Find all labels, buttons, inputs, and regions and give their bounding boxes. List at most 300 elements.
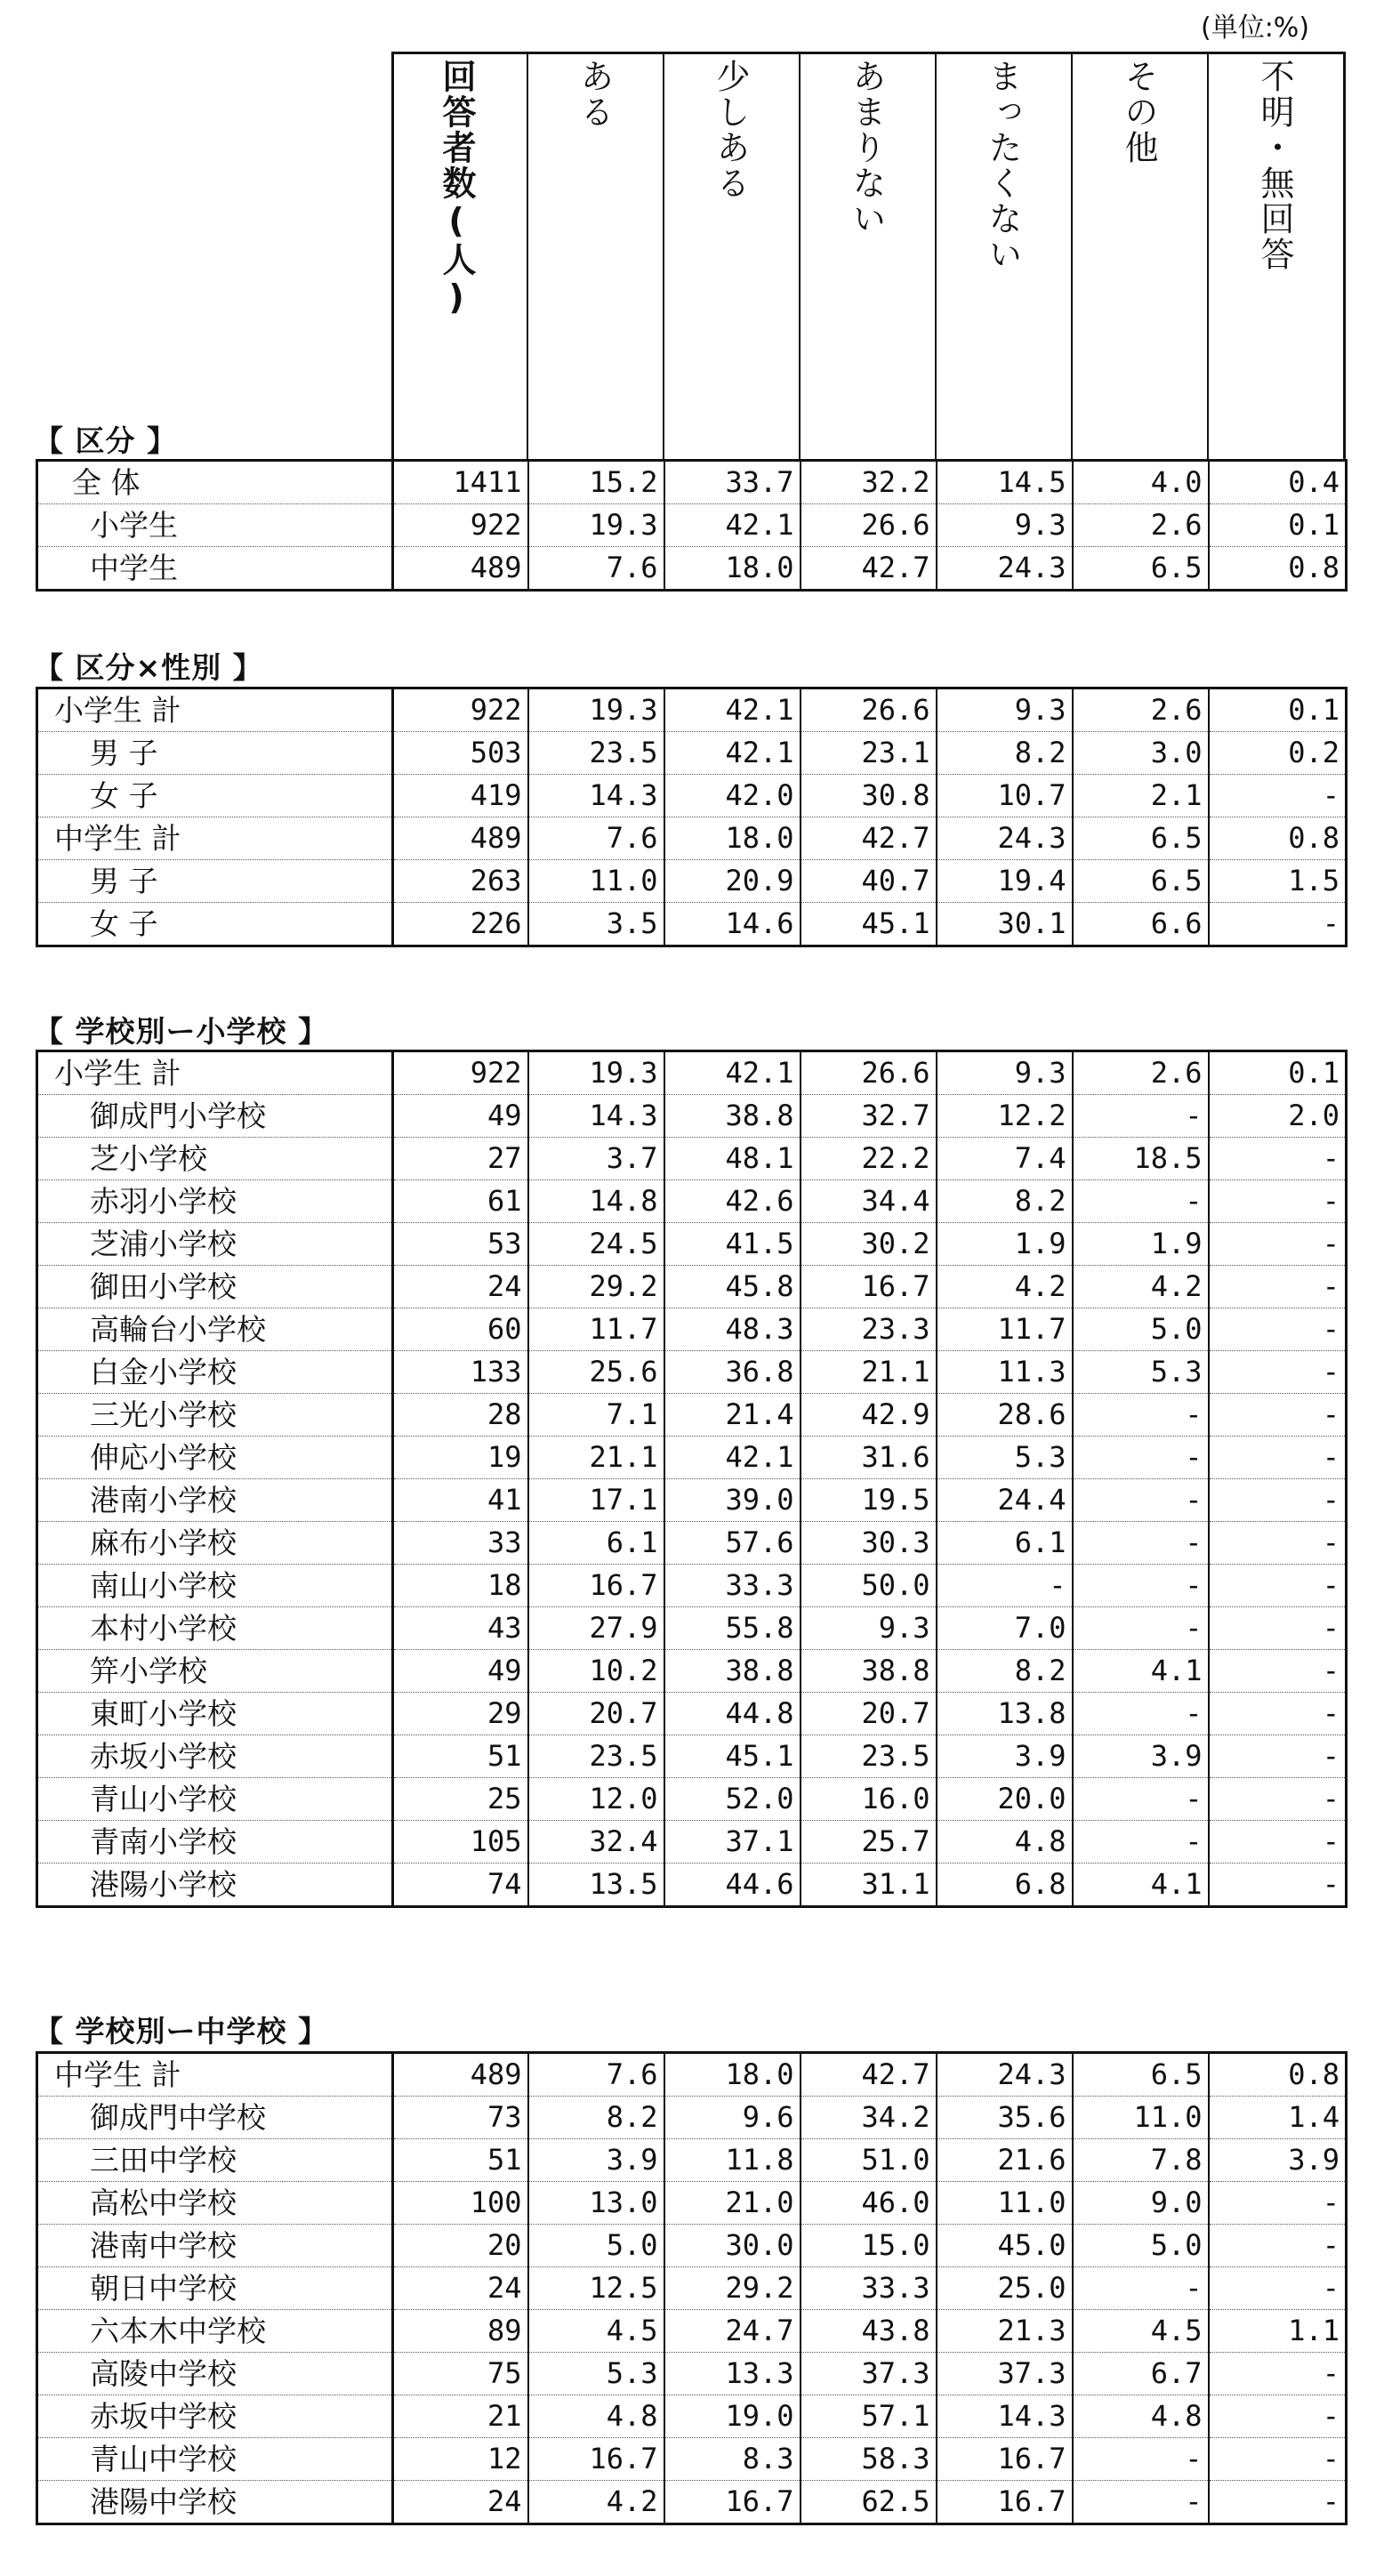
cell-yes: 21.1 [528,1437,664,1479]
cell-other: 6.5 [1073,817,1209,860]
cell-somewhat: 48.3 [664,1308,801,1351]
cell-other: 2.1 [1073,775,1209,817]
row-label: 御成門中学校 [37,2097,393,2139]
table-row [37,2395,1347,2438]
cell-not-at-all: 14.3 [937,2395,1073,2438]
table-row [37,2225,1347,2267]
cell-unknown: - [1209,2395,1347,2438]
section-title: 【 学校別ー小学校 】 [34,1014,328,1049]
cell-somewhat: 42.6 [664,1180,801,1223]
cell-yes: 23.5 [528,1735,664,1778]
cell-not-much: 32.7 [801,1095,937,1138]
cell-unknown: - [1209,1308,1347,1351]
cell-respondents: 28 [393,1394,528,1437]
cell-yes: 19.3 [528,1051,664,1095]
cell-unknown: - [1209,1735,1347,1778]
cell-somewhat: 13.3 [664,2353,801,2395]
row-label: 青南小学校 [37,1821,393,1864]
row-label: 麻布小学校 [37,1522,393,1565]
cell-unknown: 3.9 [1209,2139,1347,2182]
table-row [37,2481,1347,2524]
cell-not-much: 26.6 [801,688,937,732]
table-row [37,1821,1347,1864]
cell-somewhat: 44.6 [664,1864,801,1907]
row-label: 高輪台小学校 [37,1308,393,1351]
cell-somewhat: 30.0 [664,2225,801,2267]
cell-yes: 13.0 [528,2182,664,2225]
cell-not-much: 40.7 [801,860,937,903]
table-row [37,1394,1347,1437]
cell-not-at-all: 14.5 [937,461,1073,504]
cell-unknown: - [1209,775,1347,817]
cell-unknown: - [1209,1394,1347,1437]
cell-not-at-all: 24.4 [937,1479,1073,1522]
row-label: 港南中学校 [37,2225,393,2267]
table-row [37,1308,1347,1351]
cell-respondents: 74 [393,1864,528,1907]
cell-respondents: 27 [393,1138,528,1180]
table-row [37,860,1347,903]
cell-unknown: 0.4 [1209,461,1347,504]
cell-not-much: 31.1 [801,1864,937,1907]
cell-yes: 12.5 [528,2267,664,2310]
cell-other: 11.0 [1073,2097,1209,2139]
cell-other: - [1073,1693,1209,1735]
row-label: 中学生 計 [37,2053,393,2097]
cell-not-at-all: 5.3 [937,1437,1073,1479]
cell-other: 5.0 [1073,1308,1209,1351]
cell-not-at-all: 16.7 [937,2438,1073,2481]
cell-not-at-all: 16.7 [937,2481,1073,2524]
cell-respondents: 41 [393,1479,528,1522]
cell-somewhat: 24.7 [664,2310,801,2353]
table-row [37,2438,1347,2481]
cell-somewhat: 36.8 [664,1351,801,1394]
cell-other: 9.0 [1073,2182,1209,2225]
table-row [37,1864,1347,1907]
cell-respondents: 29 [393,1693,528,1735]
cell-not-at-all: 9.3 [937,504,1073,547]
cell-unknown: - [1209,1479,1347,1522]
cell-yes: 12.0 [528,1778,664,1821]
cell-yes: 11.0 [528,860,664,903]
cell-unknown: - [1209,2267,1347,2310]
row-label: 女 子 [37,775,393,817]
cell-unknown: - [1209,1522,1347,1565]
row-label: 三田中学校 [37,2139,393,2182]
cell-yes: 5.0 [528,2225,664,2267]
cell-not-much: 46.0 [801,2182,937,2225]
cell-not-at-all: 8.2 [937,1650,1073,1693]
table-row [37,732,1347,775]
row-label: 芝小学校 [37,1138,393,1180]
cell-somewhat: 42.1 [664,1437,801,1479]
cell-other: 18.5 [1073,1138,1209,1180]
table-row [37,2310,1347,2353]
cell-unknown: - [1209,1650,1347,1693]
cell-not-at-all: 6.1 [937,1522,1073,1565]
cell-other: - [1073,1565,1209,1607]
column-header [0,52,1392,459]
cell-not-at-all: 11.3 [937,1351,1073,1394]
table-row [37,775,1347,817]
cell-unknown: - [1209,1223,1347,1266]
cell-other: 6.5 [1073,547,1209,591]
cell-somewhat: 8.3 [664,2438,801,2481]
cell-other: - [1073,1095,1209,1138]
cell-respondents: 49 [393,1650,528,1693]
cell-not-at-all: 12.2 [937,1095,1073,1138]
cell-unknown: 0.8 [1209,2053,1347,2097]
cell-not-much: 23.5 [801,1735,937,1778]
table-row [37,1693,1347,1735]
cell-not-at-all: 3.9 [937,1735,1073,1778]
cell-somewhat: 18.0 [664,817,801,860]
cell-respondents: 20 [393,2225,528,2267]
cell-somewhat: 42.1 [664,688,801,732]
cell-yes: 3.7 [528,1138,664,1180]
table-row [37,1266,1347,1308]
cell-not-much: 23.3 [801,1308,937,1351]
cell-yes: 3.9 [528,2139,664,2182]
cell-somewhat: 19.0 [664,2395,801,2438]
cell-not-much: 62.5 [801,2481,937,2524]
cell-yes: 16.7 [528,1565,664,1607]
cell-somewhat: 38.8 [664,1095,801,1138]
cell-somewhat: 42.1 [664,732,801,775]
table-row [37,461,1347,504]
cell-not-much: 42.7 [801,547,937,591]
cell-not-much: 34.2 [801,2097,937,2139]
cell-other: - [1073,1180,1209,1223]
cell-respondents: 51 [393,1735,528,1778]
cell-respondents: 133 [393,1351,528,1394]
cell-yes: 23.5 [528,732,664,775]
cell-other: 2.6 [1073,1051,1209,1095]
table-row [37,2353,1347,2395]
cell-respondents: 489 [393,817,528,860]
cell-unknown: 1.5 [1209,860,1347,903]
cell-not-at-all: 25.0 [937,2267,1073,2310]
cell-unknown: - [1209,1437,1347,1479]
cell-yes: 11.7 [528,1308,664,1351]
cell-not-much: 57.1 [801,2395,937,2438]
cell-somewhat: 18.0 [664,2053,801,2097]
cell-respondents: 24 [393,2267,528,2310]
cell-other: - [1073,1394,1209,1437]
cell-not-at-all: 9.3 [937,1051,1073,1095]
cell-respondents: 922 [393,1051,528,1095]
cell-unknown: 0.8 [1209,547,1347,591]
section-title: 【 学校別ー中学校 】 [34,2014,328,2049]
cell-not-at-all: 7.4 [937,1138,1073,1180]
cell-yes: 7.1 [528,1394,664,1437]
row-label: 赤坂小学校 [37,1735,393,1778]
cell-somewhat: 14.6 [664,903,801,946]
cell-somewhat: 44.8 [664,1693,801,1735]
cell-somewhat: 16.7 [664,2481,801,2524]
col-header-not-at-all: まったくない [983,59,1022,272]
cell-somewhat: 33.7 [664,461,801,504]
table-row [37,903,1347,946]
cell-not-much: 16.0 [801,1778,937,1821]
row-label: 本村小学校 [37,1607,393,1650]
cell-unknown: 0.1 [1209,504,1347,547]
cell-other: - [1073,1437,1209,1479]
cell-other: 5.3 [1073,1351,1209,1394]
cell-respondents: 100 [393,2182,528,2225]
table-row [37,1565,1347,1607]
cell-somewhat: 41.5 [664,1223,801,1266]
cell-other: - [1073,2267,1209,2310]
cell-respondents: 61 [393,1180,528,1223]
row-label: 伸応小学校 [37,1437,393,1479]
cell-unknown: - [1209,1821,1347,1864]
cell-yes: 7.6 [528,547,664,591]
cell-not-at-all: 35.6 [937,2097,1073,2139]
cell-not-at-all: 11.0 [937,2182,1073,2225]
cell-not-at-all: 21.3 [937,2310,1073,2353]
cell-not-much: 42.7 [801,2053,937,2097]
row-label: 白金小学校 [37,1351,393,1394]
row-label: 芝浦小学校 [37,1223,393,1266]
table-section-category-gender [36,687,1348,947]
cell-unknown: - [1209,2353,1347,2395]
cell-not-much: 34.4 [801,1180,937,1223]
cell-not-at-all: 10.7 [937,775,1073,817]
cell-somewhat: 11.8 [664,2139,801,2182]
cell-respondents: 24 [393,1266,528,1308]
cell-other: 4.0 [1073,461,1209,504]
cell-unknown: 2.0 [1209,1095,1347,1138]
cell-respondents: 12 [393,2438,528,2481]
row-label: 三光小学校 [37,1394,393,1437]
row-label: 小学生 計 [37,688,393,732]
cell-yes: 4.5 [528,2310,664,2353]
table-row [37,1138,1347,1180]
table-row [37,2053,1347,2097]
cell-unknown: - [1209,2438,1347,2481]
cell-respondents: 49 [393,1095,528,1138]
cell-yes: 20.7 [528,1693,664,1735]
cell-somewhat: 21.4 [664,1394,801,1437]
table-row [37,2267,1347,2310]
cell-unknown: - [1209,2481,1347,2524]
cell-unknown: - [1209,1778,1347,1821]
cell-yes: 29.2 [528,1266,664,1308]
cell-yes: 24.5 [528,1223,664,1266]
cell-unknown: - [1209,903,1347,946]
cell-respondents: 226 [393,903,528,946]
cell-respondents: 1411 [393,461,528,504]
cell-other: - [1073,1479,1209,1522]
cell-other: 6.7 [1073,2353,1209,2395]
cell-unknown: 1.4 [1209,2097,1347,2139]
table-row [37,1607,1347,1650]
cell-other: - [1073,1821,1209,1864]
cell-respondents: 922 [393,504,528,547]
row-label: 港陽中学校 [90,2484,237,2519]
cell-not-at-all: 8.2 [937,732,1073,775]
row-label: 東町小学校 [37,1693,393,1735]
cell-somewhat: 37.1 [664,1821,801,1864]
row-label: 御田小学校 [37,1266,393,1308]
cell-other: 1.9 [1073,1223,1209,1266]
cell-respondents: 21 [393,2395,528,2438]
cell-not-at-all: 7.0 [937,1607,1073,1650]
row-label: 男 子 [37,860,393,903]
row-label: 小学生 [37,504,393,547]
cell-respondents: 43 [393,1607,528,1650]
table-row [37,1351,1347,1394]
cell-unknown: - [1209,1351,1347,1394]
cell-not-much: 30.3 [801,1522,937,1565]
cell-yes: 4.8 [528,2395,664,2438]
cell-other: 3.0 [1073,732,1209,775]
cell-other: 3.9 [1073,1735,1209,1778]
cell-not-much: 43.8 [801,2310,937,2353]
cell-not-at-all: 30.1 [937,903,1073,946]
cell-unknown: - [1209,1864,1347,1907]
cell-other: 7.8 [1073,2139,1209,2182]
cell-somewhat: 20.9 [664,860,801,903]
cell-unknown: 1.1 [1209,2310,1347,2353]
cell-not-much: 51.0 [801,2139,937,2182]
row-label: 笄小学校 [37,1650,393,1693]
cell-not-at-all: 6.8 [937,1864,1073,1907]
row-label: 男 子 [37,732,393,775]
cell-not-at-all: 8.2 [937,1180,1073,1223]
table-row [37,504,1347,547]
cell-unknown: 0.2 [1209,732,1347,775]
cell-unknown: 0.1 [1209,688,1347,732]
table-row [37,1735,1347,1778]
cell-somewhat: 55.8 [664,1607,801,1650]
cell-other: 6.6 [1073,903,1209,946]
table-row [37,688,1347,732]
row-label: 青山中学校 [37,2438,393,2481]
cell-not-at-all: 37.3 [937,2353,1073,2395]
cell-not-at-all: 13.8 [937,1693,1073,1735]
table-section-category [36,459,1348,592]
cell-other: 4.1 [1073,1864,1209,1907]
col-header-other: その他 [1119,59,1158,165]
cell-respondents: 105 [393,1821,528,1864]
cell-not-much: 19.5 [801,1479,937,1522]
table-section-elementary-schools [36,1050,1348,1908]
table-row [37,1437,1347,1479]
cell-yes: 19.3 [528,504,664,547]
cell-other: 2.6 [1073,504,1209,547]
cell-other: 4.2 [1073,1266,1209,1308]
cell-not-much: 25.7 [801,1821,937,1864]
table-row [37,1479,1347,1522]
table-row [37,547,1347,591]
row-label: 南山小学校 [37,1565,393,1607]
cell-respondents: 18 [393,1565,528,1607]
cell-respondents: 24 [393,2481,528,2524]
cell-somewhat: 33.3 [664,1565,801,1607]
cell-not-much: 50.0 [801,1565,937,1607]
cell-not-much: 42.9 [801,1394,937,1437]
cell-yes: 14.3 [528,1095,664,1138]
cell-not-at-all: 9.3 [937,688,1073,732]
cell-other: 6.5 [1073,2053,1209,2097]
cell-not-much: 20.7 [801,1693,937,1735]
cell-other: 4.1 [1073,1650,1209,1693]
cell-somewhat: 57.6 [664,1522,801,1565]
cell-unknown: - [1209,2225,1347,2267]
section-title: 【 区分×性別 】 [34,650,263,685]
unit-label: (単位:%) [1201,12,1310,44]
cell-not-at-all: 45.0 [937,2225,1073,2267]
row-label: 中学生 計 [37,817,393,860]
table-row [37,2139,1347,2182]
cell-somewhat: 42.1 [664,1051,801,1095]
cell-respondents: 73 [393,2097,528,2139]
cell-somewhat: 39.0 [664,1479,801,1522]
cell-not-much: 15.0 [801,2225,937,2267]
cell-unknown: - [1209,1607,1347,1650]
col-header-somewhat: 少しある [711,59,750,201]
row-label: 赤坂中学校 [37,2395,393,2438]
table-row [37,817,1347,860]
row-label: 港南小学校 [37,1479,393,1522]
cell-respondents: 922 [393,688,528,732]
cell-not-much: 33.3 [801,2267,937,2310]
table-row [37,1095,1347,1138]
cell-somewhat: 45.8 [664,1266,801,1308]
cell-not-much: 32.2 [801,461,937,504]
cell-respondents: 60 [393,1308,528,1351]
cell-not-at-all: 11.7 [937,1308,1073,1351]
cell-not-at-all: 1.9 [937,1223,1073,1266]
cell-respondents: 75 [393,2353,528,2395]
cell-yes: 4.2 [528,2481,664,2524]
cell-somewhat: 42.0 [664,775,801,817]
table-section-junior-high-schools [36,2051,1348,2525]
cell-other: - [1073,2438,1209,2481]
row-label: 小学生 計 [37,1051,393,1095]
cell-unknown: - [1209,1180,1347,1223]
cell-other: - [1073,2481,1209,2524]
cell-yes: 8.2 [528,2097,664,2139]
row-label: 六本木中学校 [37,2310,393,2353]
col-header-yes: ある [575,59,614,130]
cell-respondents: 263 [393,860,528,903]
table-row [37,2182,1347,2225]
cell-respondents: 89 [393,2310,528,2353]
cell-respondents: 503 [393,732,528,775]
cell-somewhat: 38.8 [664,1650,801,1693]
cell-respondents: 25 [393,1778,528,1821]
cell-other: 2.6 [1073,688,1209,732]
cell-unknown: - [1209,1693,1347,1735]
cell-yes: 14.8 [528,1180,664,1223]
cell-not-much: 21.1 [801,1351,937,1394]
cell-yes: 10.2 [528,1650,664,1693]
cell-not-much: 31.6 [801,1437,937,1479]
row-label: 赤羽小学校 [37,1180,393,1223]
cell-yes: 7.6 [528,817,664,860]
row-label: 朝日中学校 [37,2267,393,2310]
cell-not-much: 42.7 [801,817,937,860]
cell-respondents: 53 [393,1223,528,1266]
cell-not-much: 26.6 [801,1051,937,1095]
cell-yes: 32.4 [528,1821,664,1864]
cell-yes: 15.2 [528,461,664,504]
cell-yes: 3.5 [528,903,664,946]
